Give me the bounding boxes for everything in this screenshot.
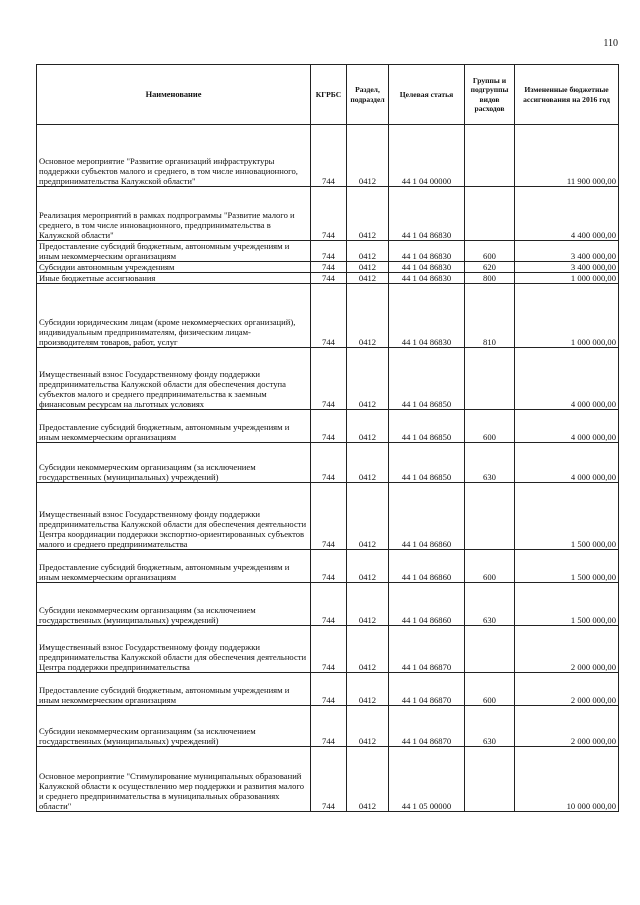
cell-section: 0412 bbox=[347, 187, 389, 241]
cell-group: 620 bbox=[465, 262, 515, 273]
cell-ktrbs: 744 bbox=[311, 747, 347, 812]
cell-target: 44 1 05 00000 bbox=[389, 747, 465, 812]
table-row bbox=[37, 673, 619, 706]
cell-target: 44 1 04 86870 bbox=[389, 626, 465, 673]
table-row bbox=[37, 483, 619, 550]
cell-name: Субсидии автономным учреждениям bbox=[37, 262, 311, 273]
cell-ktrbs: 744 bbox=[311, 262, 347, 273]
cell-group: 800 bbox=[465, 273, 515, 284]
header-name: Наименование bbox=[37, 65, 311, 125]
cell-name: Предоставление субсидий бюджетным, автономным учреждениям и иным некоммерческим организациям bbox=[37, 550, 311, 583]
cell-name: Имущественный взнос Государственному фонду поддержки предпринимательства Калужской области для обеспечения доступа субъектов малого и среднего предпринимательства к заемным финансовым ресурсам на льготных условиях bbox=[37, 348, 311, 410]
cell-target: 44 1 04 86830 bbox=[389, 262, 465, 273]
table-row bbox=[37, 241, 619, 262]
cell-section: 0412 bbox=[347, 410, 389, 443]
budget-table bbox=[36, 64, 619, 812]
cell-name: Иные бюджетные ассигнования bbox=[37, 273, 311, 284]
cell-amount: 2 000 000,00 bbox=[515, 626, 619, 673]
cell-name: Субсидии некоммерческим организациям (за исключением государственных (муниципальных) учреждений) bbox=[37, 443, 311, 483]
header-target: Целевая статья bbox=[389, 65, 465, 125]
cell-ktrbs: 744 bbox=[311, 125, 347, 187]
cell-amount: 4 000 000,00 bbox=[515, 443, 619, 483]
cell-section: 0412 bbox=[347, 483, 389, 550]
cell-group bbox=[465, 626, 515, 673]
cell-target: 44 1 04 86860 bbox=[389, 583, 465, 626]
cell-group: 600 bbox=[465, 410, 515, 443]
cell-target: 44 1 04 86830 bbox=[389, 273, 465, 284]
cell-ktrbs: 744 bbox=[311, 626, 347, 673]
table-row bbox=[37, 706, 619, 747]
table-row bbox=[37, 626, 619, 673]
cell-group: 630 bbox=[465, 706, 515, 747]
cell-target: 44 1 04 86850 bbox=[389, 443, 465, 483]
cell-amount: 1 000 000,00 bbox=[515, 284, 619, 348]
cell-name: Имущественный взнос Государственному фонду поддержки предпринимательства Калужской области для обеспечения деятельности Центра координации поддержки экспортно-ориентированных субъектов малого и среднего предпринимательства bbox=[37, 483, 311, 550]
cell-target: 44 1 04 86850 bbox=[389, 348, 465, 410]
cell-group bbox=[465, 747, 515, 812]
cell-amount: 4 000 000,00 bbox=[515, 348, 619, 410]
cell-target: 44 1 04 86830 bbox=[389, 187, 465, 241]
cell-group: 810 bbox=[465, 284, 515, 348]
cell-group bbox=[465, 125, 515, 187]
table-row bbox=[37, 348, 619, 410]
cell-amount: 2 000 000,00 bbox=[515, 673, 619, 706]
cell-ktrbs: 744 bbox=[311, 410, 347, 443]
header-amount: Измененные бюджетные ассигнования на 2016 год bbox=[515, 65, 619, 125]
cell-target: 44 1 04 86860 bbox=[389, 550, 465, 583]
cell-group bbox=[465, 483, 515, 550]
cell-amount: 3 400 000,00 bbox=[515, 262, 619, 273]
cell-ktrbs: 744 bbox=[311, 583, 347, 626]
cell-section: 0412 bbox=[347, 706, 389, 747]
cell-ktrbs: 744 bbox=[311, 241, 347, 262]
cell-section: 0412 bbox=[347, 747, 389, 812]
cell-ktrbs: 744 bbox=[311, 483, 347, 550]
cell-amount: 3 400 000,00 bbox=[515, 241, 619, 262]
header-groups: Группы и подгруппы видов расходов bbox=[465, 65, 515, 125]
cell-name: Субсидии некоммерческим организациям (за исключением государственных (муниципальных) учреждений) bbox=[37, 706, 311, 747]
cell-ktrbs: 744 bbox=[311, 284, 347, 348]
cell-section: 0412 bbox=[347, 583, 389, 626]
cell-ktrbs: 744 bbox=[311, 673, 347, 706]
table-row bbox=[37, 410, 619, 443]
cell-ktrbs: 744 bbox=[311, 348, 347, 410]
table-row bbox=[37, 273, 619, 284]
cell-ktrbs: 744 bbox=[311, 187, 347, 241]
table-row bbox=[37, 550, 619, 583]
header-section: Раздел, подраздел bbox=[347, 65, 389, 125]
cell-section: 0412 bbox=[347, 550, 389, 583]
cell-target: 44 1 04 00000 bbox=[389, 125, 465, 187]
cell-target: 44 1 04 86870 bbox=[389, 673, 465, 706]
table-row bbox=[37, 583, 619, 626]
cell-group: 630 bbox=[465, 583, 515, 626]
cell-target: 44 1 04 86830 bbox=[389, 241, 465, 262]
cell-name: Основное мероприятие "Стимулирование муниципальных образований Калужской области к осуществлению мер поддержки и развития малого и среднего предпринимательства в муниципальных образованиях области" bbox=[37, 747, 311, 812]
cell-name: Субсидии некоммерческим организациям (за исключением государственных (муниципальных) учреждений) bbox=[37, 583, 311, 626]
cell-amount: 1 500 000,00 bbox=[515, 483, 619, 550]
cell-section: 0412 bbox=[347, 284, 389, 348]
cell-name: Предоставление субсидий бюджетным, автономным учреждениям и иным некоммерческим организациям bbox=[37, 241, 311, 262]
cell-name: Реализация мероприятий в рамках подпрограммы "Развитие малого и среднего, в том числе инновационного, предпринимательства в Калужской области" bbox=[37, 187, 311, 241]
cell-section: 0412 bbox=[347, 262, 389, 273]
cell-name: Имущественный взнос Государственному фонду поддержки предпринимательства Калужской области для обеспечения деятельности Центра поддержки предпринимательства bbox=[37, 626, 311, 673]
cell-section: 0412 bbox=[347, 348, 389, 410]
header-ktrbs: КГРБС bbox=[311, 65, 347, 125]
cell-group: 600 bbox=[465, 241, 515, 262]
cell-group: 630 bbox=[465, 443, 515, 483]
cell-amount: 4 400 000,00 bbox=[515, 187, 619, 241]
cell-ktrbs: 744 bbox=[311, 273, 347, 284]
table-header-row bbox=[37, 65, 619, 125]
cell-amount: 11 900 000,00 bbox=[515, 125, 619, 187]
cell-section: 0412 bbox=[347, 241, 389, 262]
cell-name: Субсидии юридическим лицам (кроме некоммерческих организаций), индивидуальным предпринимателям, физическим лицам-производителям товаров, работ, услуг bbox=[37, 284, 311, 348]
cell-target: 44 1 04 86830 bbox=[389, 284, 465, 348]
cell-section: 0412 bbox=[347, 626, 389, 673]
cell-amount: 1 500 000,00 bbox=[515, 550, 619, 583]
table-row bbox=[37, 747, 619, 812]
cell-target: 44 1 04 86850 bbox=[389, 410, 465, 443]
cell-amount: 10 000 000,00 bbox=[515, 747, 619, 812]
cell-section: 0412 bbox=[347, 125, 389, 187]
table-row bbox=[37, 284, 619, 348]
table-row bbox=[37, 262, 619, 273]
cell-name: Предоставление субсидий бюджетным, автономным учреждениям и иным некоммерческим организациям bbox=[37, 673, 311, 706]
cell-amount: 1 500 000,00 bbox=[515, 583, 619, 626]
cell-ktrbs: 744 bbox=[311, 443, 347, 483]
cell-target: 44 1 04 86860 bbox=[389, 483, 465, 550]
cell-ktrbs: 744 bbox=[311, 706, 347, 747]
cell-group: 600 bbox=[465, 673, 515, 706]
cell-name: Предоставление субсидий бюджетным, автономным учреждениям и иным некоммерческим организациям bbox=[37, 410, 311, 443]
cell-amount: 2 000 000,00 bbox=[515, 706, 619, 747]
page-number: 110 bbox=[603, 38, 618, 49]
cell-amount: 4 000 000,00 bbox=[515, 410, 619, 443]
table-row bbox=[37, 125, 619, 187]
table-row bbox=[37, 443, 619, 483]
cell-section: 0412 bbox=[347, 673, 389, 706]
cell-target: 44 1 04 86870 bbox=[389, 706, 465, 747]
cell-group: 600 bbox=[465, 550, 515, 583]
cell-ktrbs: 744 bbox=[311, 550, 347, 583]
table-row bbox=[37, 187, 619, 241]
cell-section: 0412 bbox=[347, 273, 389, 284]
cell-amount: 1 000 000,00 bbox=[515, 273, 619, 284]
cell-group bbox=[465, 187, 515, 241]
cell-group bbox=[465, 348, 515, 410]
cell-name: Основное мероприятие "Развитие организаций инфраструктуры поддержки субъектов малого и среднего, в том числе инновационного, предпринимательства Калужской области" bbox=[37, 125, 311, 187]
cell-section: 0412 bbox=[347, 443, 389, 483]
